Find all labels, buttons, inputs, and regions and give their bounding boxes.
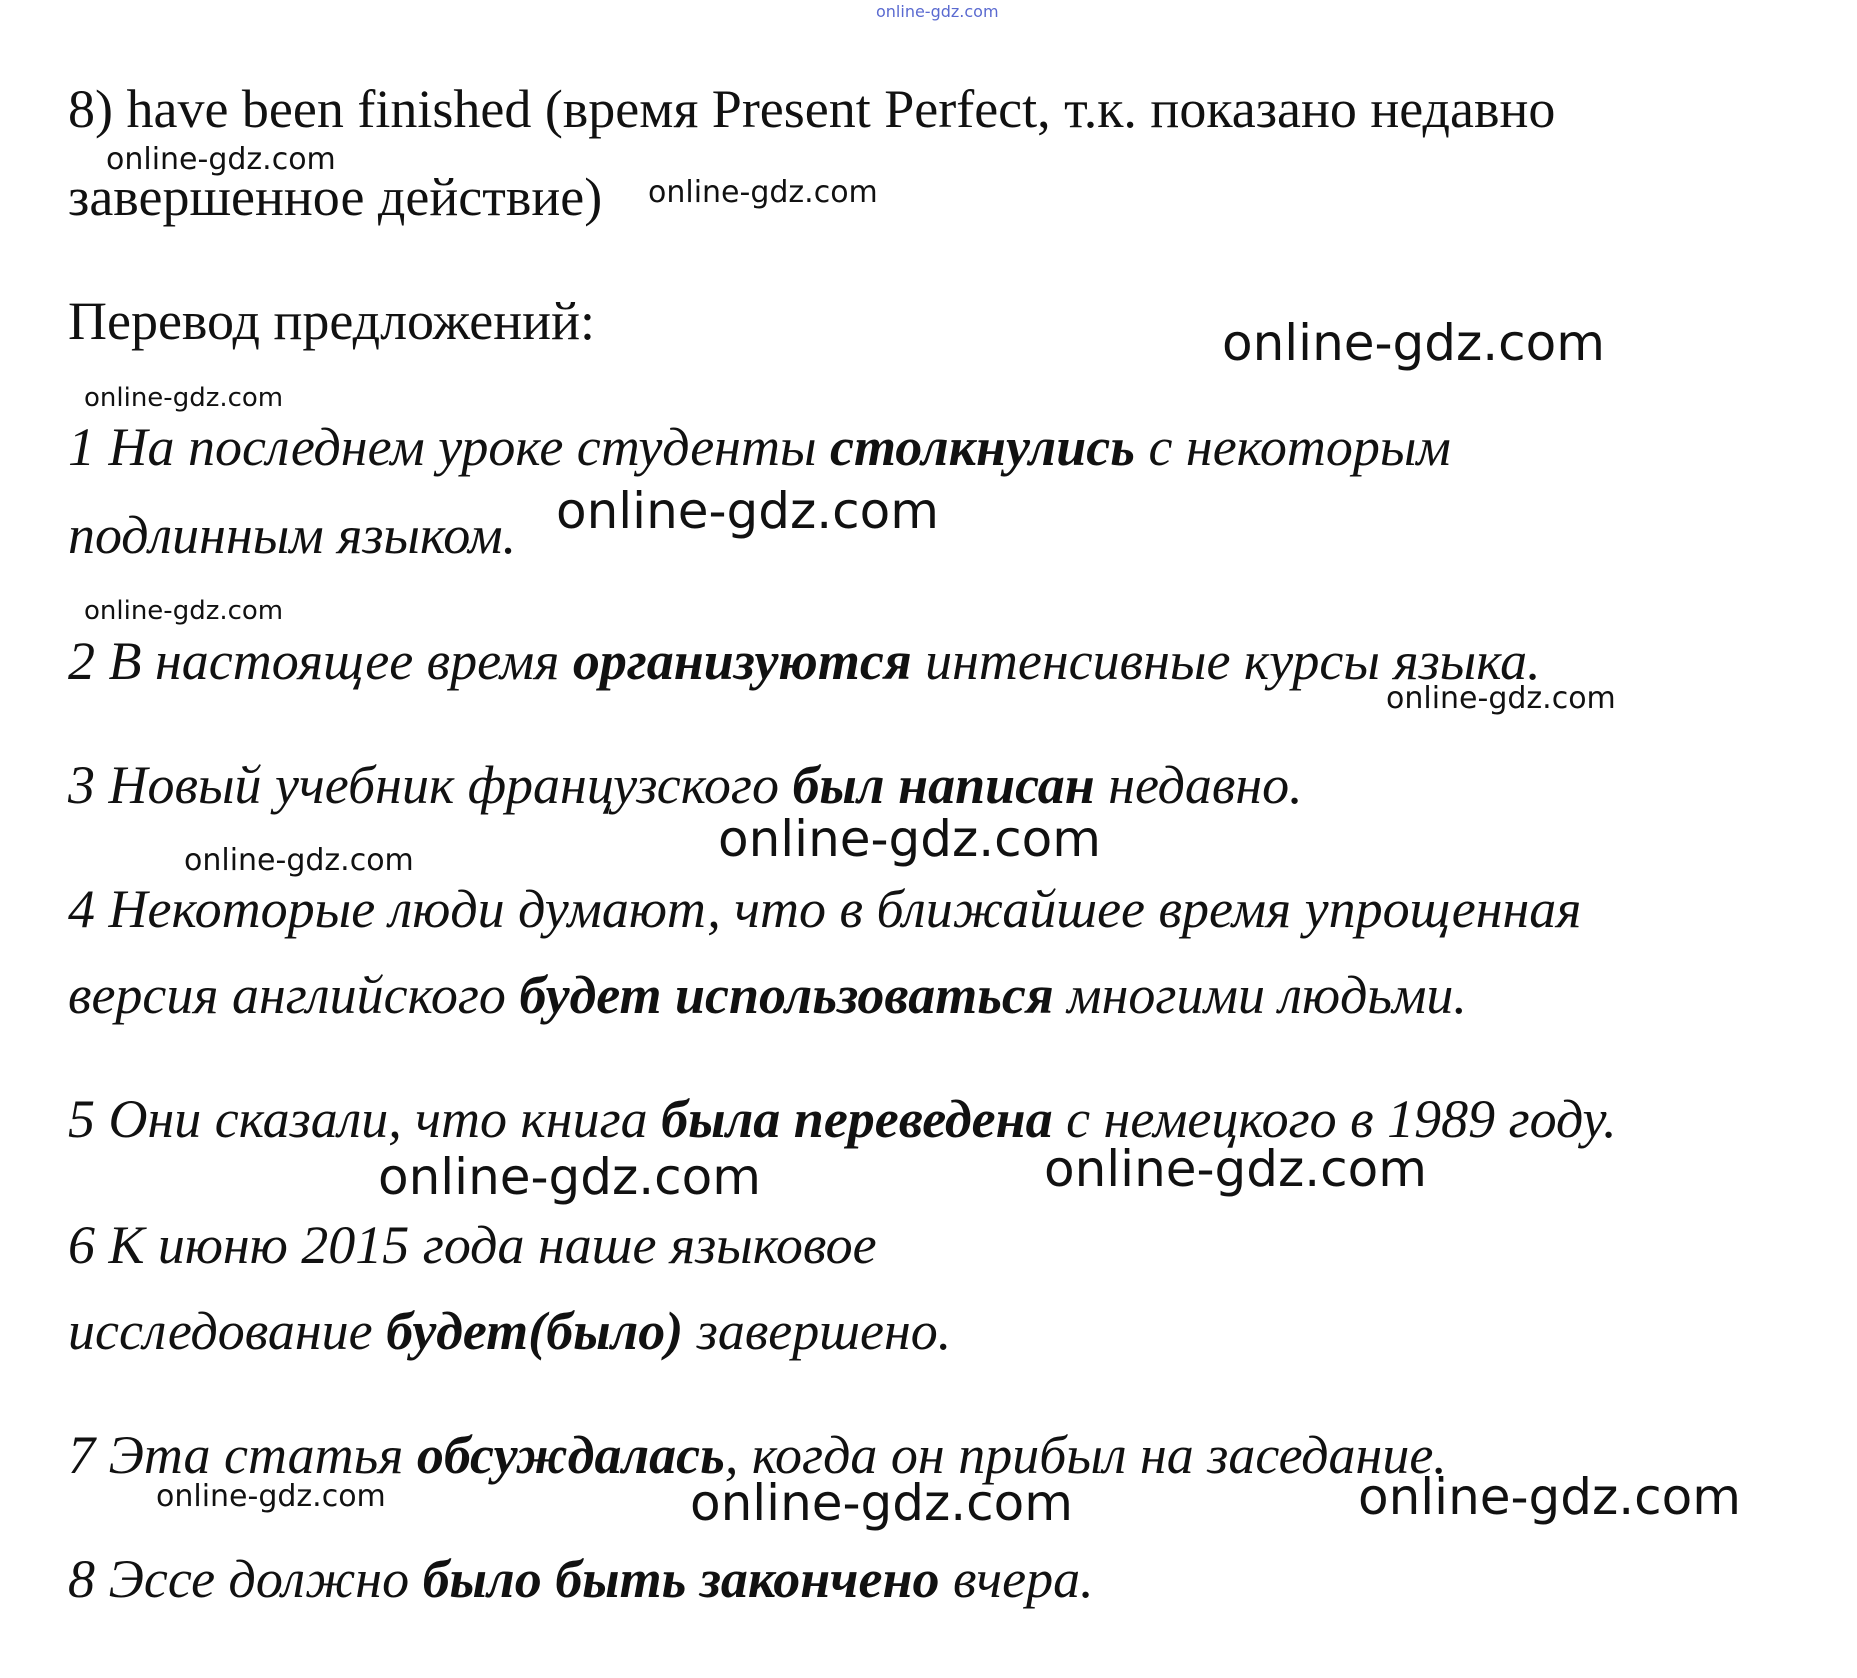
sentence-4-text-a2: версия английского <box>68 965 520 1025</box>
watermark: online-gdz.com <box>84 596 284 626</box>
sentence-8 <box>68 1549 1094 1609</box>
watermark: online-gdz.com <box>378 1148 761 1206</box>
sentence-1-text-b: с некоторым <box>1134 417 1451 477</box>
sentence-6-text-a2: исследование <box>68 1301 387 1361</box>
sentence-4-line2 <box>68 965 1467 1025</box>
sentence-1-text-a: 1 На последнем уроке студенты <box>68 417 831 477</box>
sentence-2-text-b: интенсивные курсы языка. <box>911 631 1541 691</box>
sentence-8-text-b: вчера. <box>939 1549 1094 1609</box>
sentence-5-text-b: с немецкого в 1989 году. <box>1052 1089 1617 1149</box>
watermark: online-gdz.com <box>1044 1140 1427 1198</box>
sentence-8-bold: было быть закончено <box>422 1549 940 1609</box>
sentence-2-text-a: 2 В настоящее время <box>68 631 573 691</box>
sentence-4-bold: будет использоваться <box>519 965 1054 1025</box>
watermark: online-gdz.com <box>648 175 878 210</box>
sentence-3-bold: был написан <box>792 755 1095 815</box>
item8-line1: 8) have been finished (время Present Perfect, т.к. показано недавно <box>68 79 1556 139</box>
sentence-4: 4 Некоторые люди думают, что в ближайшее время упрощенная <box>68 879 1582 939</box>
header-watermark: online-gdz.com <box>876 2 999 21</box>
sentence-4-text-b: многими людьми. <box>1053 965 1467 1025</box>
watermark: online-gdz.com <box>1358 1468 1741 1526</box>
sentence-6-bold: будет(было) <box>386 1301 684 1361</box>
sentence-1-bold: столкнулись <box>830 417 1135 477</box>
watermark: online-gdz.com <box>1222 314 1605 372</box>
sentence-3 <box>68 755 1303 815</box>
sentence-3-text-b: недавно. <box>1094 755 1303 815</box>
item8-line2: завершенное действие) <box>68 167 603 227</box>
watermark: online-gdz.com <box>556 482 939 540</box>
watermark: online-gdz.com <box>106 142 336 177</box>
watermark: online-gdz.com <box>718 810 1101 868</box>
watermark: online-gdz.com <box>1386 681 1616 716</box>
sentence-3-text-a: 3 Новый учебник французского <box>68 755 793 815</box>
sentence-7-text-a: 7 Эта статья <box>68 1425 417 1485</box>
sentence-6-text-b: завершено. <box>683 1301 952 1361</box>
watermark: online-gdz.com <box>156 1479 386 1514</box>
watermark: online-gdz.com <box>184 843 414 878</box>
sentence-7-bold: обсуждалась <box>416 1425 725 1485</box>
sentence-5-bold: была переведена <box>661 1089 1053 1149</box>
sentence-8-text-a: 8 Эссе должно <box>68 1549 423 1609</box>
sentence-1 <box>68 417 1451 477</box>
translation-heading: Перевод предложений: <box>68 291 595 351</box>
sentence-6: 6 К июню 2015 года наше языковое <box>68 1215 877 1275</box>
watermark: online-gdz.com <box>690 1474 1073 1532</box>
sentence-1-line2: подлинным языком. <box>68 505 517 565</box>
sentence-5-text-a: 5 Они сказали, что книга <box>68 1089 662 1149</box>
sentence-7-text-b: , когда он прибыл на заседание. <box>724 1425 1447 1485</box>
sentence-5 <box>68 1089 1617 1149</box>
sentence-6-line2 <box>68 1301 952 1361</box>
watermark: online-gdz.com <box>84 383 284 413</box>
sentence-2 <box>68 631 1541 691</box>
sentence-2-bold: организуются <box>572 631 912 691</box>
